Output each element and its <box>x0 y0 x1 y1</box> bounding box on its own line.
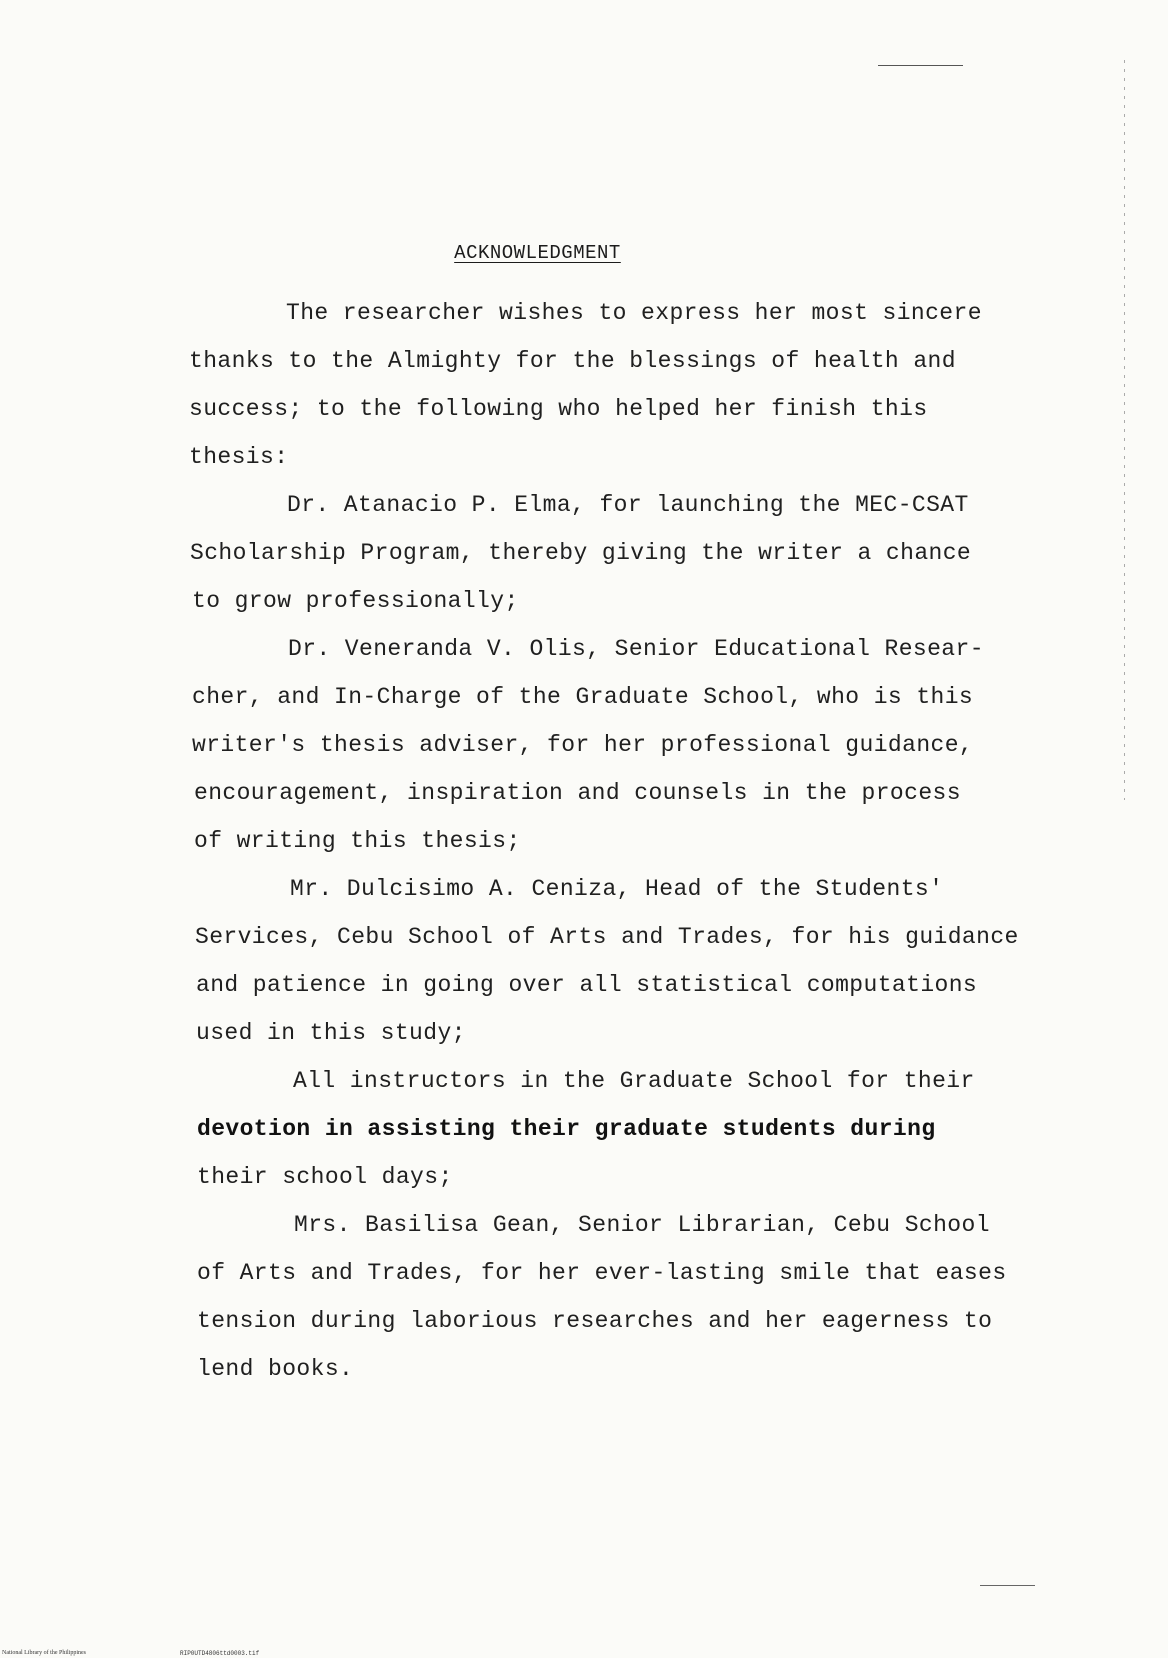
text-line-17: All instructors in the Graduate School for their <box>293 1068 975 1094</box>
text-line-18: devotion in assisting their graduate students during <box>197 1116 936 1142</box>
text-line-13: Mr. Dulcisimo A. Ceniza, Head of the Students' <box>290 876 944 902</box>
text-line-15: and patience in going over all statistical computations <box>196 972 978 998</box>
text-line-5: Dr. Atanacio P. Elma, for launching the MEC-CSAT <box>287 492 969 518</box>
scan-mark <box>980 1585 1035 1586</box>
text-line-23: lend books. <box>197 1356 354 1382</box>
text-line-7: to grow professionally; <box>192 588 519 614</box>
text-line-1: The researcher wishes to express her most sincere <box>286 300 982 326</box>
scan-edge-artifact <box>1124 60 1125 800</box>
text-line-2: thanks to the Almighty for the blessings of health and <box>189 348 956 374</box>
scan-mark <box>878 65 963 66</box>
text-line-19: their school days; <box>197 1164 453 1190</box>
text-line-21: of Arts and Trades, for her ever-lasting smile that eases <box>197 1260 1007 1286</box>
text-line-22: tension during laborious researches and her eagerness to <box>197 1308 993 1334</box>
text-line-16: used in this study; <box>196 1020 466 1046</box>
text-line-14: Services, Cebu School of Arts and Trades, for his guidance <box>195 924 1019 950</box>
page-title: ACKNOWLEDGMENT <box>454 242 621 264</box>
text-line-6: Scholarship Program, thereby giving the writer a chance <box>190 540 972 566</box>
text-line-10: writer's thesis adviser, for her professional guidance, <box>192 732 974 758</box>
text-line-12: of writing this thesis; <box>194 828 521 854</box>
text-line-11: encouragement, inspiration and counsels in the process <box>194 780 961 806</box>
text-line-9: cher, and In-Charge of the Graduate School, who is this <box>192 684 974 710</box>
text-line-3: success; to the following who helped her finish this <box>189 396 928 422</box>
text-line-4: thesis: <box>189 444 289 470</box>
footer-source: National Library of the Philippines <box>2 1650 86 1656</box>
text-line-20: Mrs. Basilisa Gean, Senior Librarian, Cebu School <box>294 1212 990 1238</box>
text-line-8: Dr. Veneranda V. Olis, Senior Educational Resear- <box>288 636 984 662</box>
footer-file-id: RIP0UTD4806ttd0003.tif <box>180 1650 260 1657</box>
